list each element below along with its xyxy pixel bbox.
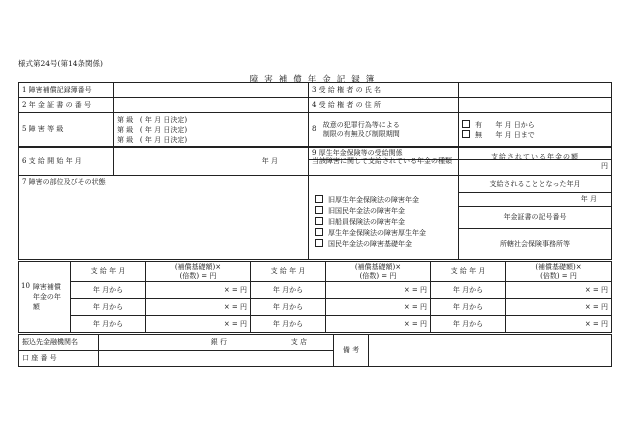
pension-checkbox[interactable] bbox=[315, 228, 323, 236]
annual-amount-table bbox=[18, 261, 612, 333]
pension-type-list bbox=[309, 176, 459, 260]
bank-name-label: 振込先金融機関名 bbox=[19, 335, 99, 351]
month-header: 支 給 年 月 bbox=[431, 262, 506, 282]
grade-line bbox=[117, 115, 305, 125]
certificate-label: 年金証書の記号番号 bbox=[459, 207, 611, 229]
month-from-cell[interactable]: 年 月から bbox=[71, 316, 146, 333]
pension-checkbox[interactable] bbox=[315, 206, 323, 214]
bank-name-value[interactable] bbox=[99, 335, 334, 351]
formula-header: (補償基礎額)× (倍数) = 円 bbox=[326, 262, 431, 282]
formula-cell[interactable]: × = 円 bbox=[146, 299, 251, 316]
field-10-label: 障害補償年金の年額 bbox=[32, 283, 61, 311]
pension-checkbox[interactable] bbox=[315, 195, 323, 203]
field-8-number: 8 bbox=[312, 125, 317, 134]
field-9-label: 9 厚生年金保険等の受給関係 bbox=[309, 147, 612, 160]
formula-cell[interactable]: × = 円 bbox=[146, 282, 251, 299]
pension-option bbox=[315, 228, 455, 239]
account-number-value[interactable] bbox=[99, 351, 334, 367]
grade-label: 第 級 bbox=[117, 115, 134, 124]
office-label: 所轄社会保険事務所等 bbox=[500, 239, 570, 248]
pension-checkbox[interactable] bbox=[315, 239, 323, 247]
restriction-yes-checkbox[interactable] bbox=[462, 120, 470, 128]
formula-cell[interactable]: × = 円 bbox=[326, 282, 431, 299]
bank-word: 銀 行 bbox=[210, 338, 227, 347]
restriction-options bbox=[459, 113, 612, 147]
month-from-cell[interactable]: 年 月から bbox=[71, 282, 146, 299]
month-header: 支 給 年 月 bbox=[71, 262, 146, 282]
field-7-label: 7 障害の部位及びその状態 bbox=[22, 178, 106, 186]
remarks-label: 備 考 bbox=[334, 335, 369, 367]
payment-start-value[interactable]: 年 月 bbox=[114, 148, 309, 176]
restriction-yes-label: 有 bbox=[475, 120, 482, 129]
formula-cell[interactable]: × = 円 bbox=[506, 316, 612, 333]
restriction-from-date: 年 月 日から bbox=[495, 120, 535, 129]
formula-cell[interactable]: × = 円 bbox=[326, 299, 431, 316]
field-6-label: 6 支 給 開 始 年 月 bbox=[19, 148, 114, 176]
start-label: 支給されることとなった年月 bbox=[459, 177, 611, 193]
pension-option-label: 旧厚生年金保険法の障害年金 bbox=[328, 196, 419, 204]
pension-detail-cell bbox=[459, 176, 612, 260]
formula-header: (補償基礎額)× (倍数) = 円 bbox=[506, 262, 612, 282]
annual-amount-yen: 円 bbox=[601, 161, 608, 170]
month-from-cell[interactable]: 年 月から bbox=[431, 282, 506, 299]
annual-amount-cell[interactable] bbox=[459, 148, 612, 176]
pension-option-label: 国民年金法の障害基礎年金 bbox=[328, 240, 412, 248]
field-2-label: 2 年 金 証 書 の 番 号 bbox=[19, 98, 114, 113]
month-from-cell[interactable]: 年 月から bbox=[251, 282, 326, 299]
field-7-cell[interactable] bbox=[19, 176, 309, 260]
pension-option-label: 厚生年金保険法の障害厚生年金 bbox=[328, 229, 426, 237]
field-8-label bbox=[309, 113, 459, 147]
bank-table bbox=[18, 334, 612, 367]
pension-option bbox=[315, 217, 455, 228]
month-from-cell[interactable]: 年 月から bbox=[431, 299, 506, 316]
formula-cell[interactable]: × = 円 bbox=[146, 316, 251, 333]
pension-checkbox[interactable] bbox=[315, 217, 323, 225]
pension-option bbox=[315, 195, 455, 206]
field-10-label-cell bbox=[19, 262, 71, 333]
disability-grade-list[interactable] bbox=[114, 113, 309, 147]
grade-label: 第 級 bbox=[117, 135, 134, 144]
formula-cell[interactable]: × = 円 bbox=[326, 316, 431, 333]
field-10-number: 10 bbox=[21, 282, 30, 290]
pension-option-label: 旧船員保険法の障害年金 bbox=[328, 218, 405, 226]
month-from-cell[interactable]: 年 月から bbox=[71, 299, 146, 316]
restriction-to-date: 年 月 日まで bbox=[495, 130, 535, 139]
grade-decision-date: ( 年 月 日決定) bbox=[139, 135, 188, 144]
formula-cell[interactable]: × = 円 bbox=[506, 282, 612, 299]
grade-decision-date: ( 年 月 日決定) bbox=[139, 115, 188, 124]
formula-cell[interactable]: × = 円 bbox=[506, 299, 612, 316]
restriction-no-row bbox=[462, 130, 608, 140]
field-2-value[interactable] bbox=[114, 98, 309, 113]
field-5-label: 5 障 害 等 級 bbox=[19, 113, 114, 147]
restriction-yes-row bbox=[462, 120, 608, 130]
field-4-value[interactable] bbox=[459, 98, 612, 113]
pension-option bbox=[315, 206, 455, 217]
field-1-value[interactable] bbox=[114, 83, 309, 98]
account-number-label: 口 座 番 号 bbox=[19, 351, 99, 367]
remarks-value[interactable] bbox=[369, 335, 612, 367]
form-title: 障害補償年金記録簿 bbox=[249, 75, 381, 85]
month-header: 支 給 年 月 bbox=[251, 262, 326, 282]
month-from-cell[interactable]: 年 月から bbox=[431, 316, 506, 333]
formula-header: (補償基礎額)× (倍数) = 円 bbox=[146, 262, 251, 282]
grade-label: 第 級 bbox=[117, 125, 134, 134]
month-from-cell[interactable]: 年 月から bbox=[251, 316, 326, 333]
field-4-label: 4 受 給 権 者 の 住 所 bbox=[309, 98, 459, 113]
field-8-line2: 制限の有無及び制限期間 bbox=[322, 129, 400, 138]
branch-word: 支 店 bbox=[290, 338, 307, 347]
disability-state-table bbox=[18, 175, 612, 260]
field-3-value[interactable] bbox=[459, 83, 612, 98]
restriction-no-checkbox[interactable] bbox=[462, 130, 470, 138]
start-year-month[interactable]: 年 月 bbox=[580, 195, 597, 204]
annual-amount-label: 支給されている年金の額 bbox=[491, 153, 579, 162]
field-1-label: 1 障害補償記録簿番号 bbox=[19, 83, 114, 98]
grade-line bbox=[117, 125, 305, 135]
pension-option-label: 旧国民年金法の障害年金 bbox=[328, 207, 405, 215]
pension-option bbox=[315, 239, 455, 250]
field-3-label: 3 受 給 権 者 の 氏 名 bbox=[309, 83, 459, 98]
month-from-cell[interactable]: 年 月から bbox=[251, 299, 326, 316]
grade-line bbox=[117, 135, 305, 145]
pension-type-label: 当該障害に関して支給されている年金の種類 bbox=[309, 148, 459, 176]
middle-form-table bbox=[18, 147, 612, 176]
field-8-line1: 故意の犯罪行為等による bbox=[322, 121, 400, 130]
grade-decision-date: ( 年 月 日決定) bbox=[139, 125, 188, 134]
restriction-no-label: 無 bbox=[475, 130, 482, 139]
form-number: 様式第24号(第14条関係) bbox=[18, 59, 103, 68]
